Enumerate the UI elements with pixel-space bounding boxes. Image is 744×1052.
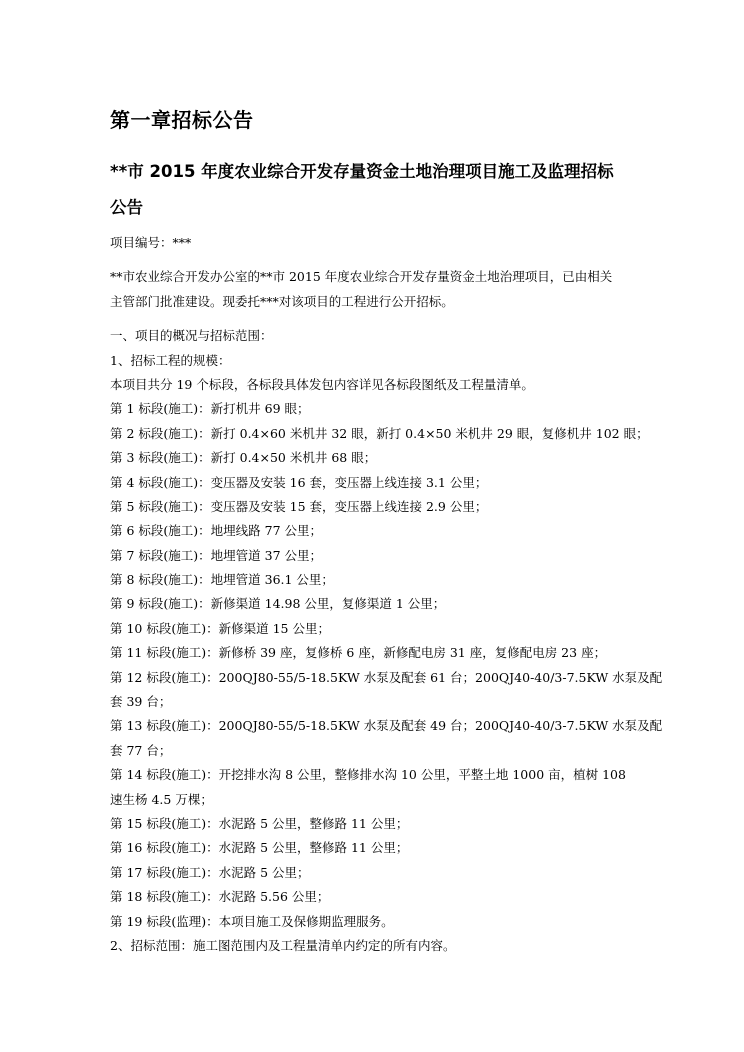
lot-line: 速生杨 4.5 万棵； bbox=[110, 791, 213, 807]
lots-summary: 本项目共分 19 个标段，各标段具体发包内容详见各标段图纸及工程量清单。 bbox=[110, 376, 534, 392]
document-title-line-2: 公告 bbox=[110, 198, 143, 217]
lot-line: 第 8 标段(施工)：地埋管道 36.1 公里； bbox=[110, 572, 334, 588]
lot-line: 第 18 标段(施工)：水泥路 5.56 公里； bbox=[110, 889, 330, 905]
lot-line: 第 19 标段(监理)：本项目施工及保修期监理服务。 bbox=[110, 913, 394, 929]
lot-line: 第 11 标段(施工)：新修桥 39 座，复修桥 6 座，新修配电房 31 座，复修配电房 23 座； bbox=[110, 645, 607, 661]
lot-line: 第 14 标段(施工)：开挖排水沟 8 公里，整修排水沟 10 公里，平整土地 1000 亩，植树 108 bbox=[110, 767, 626, 783]
lot-line: 第 16 标段(施工)：水泥路 5 公里，整修路 11 公里； bbox=[110, 840, 409, 856]
lot-line: 第 6 标段(施工)：地埋线路 77 公里； bbox=[110, 523, 323, 539]
document-body bbox=[110, 231, 663, 958]
lot-line: 第 5 标段(施工)：变压器及安装 15 套，变压器上线连接 2.9 公里； bbox=[110, 498, 488, 514]
document-title-line-1: **市 2015 年度农业综合开发存量资金土地治理项目施工及监理招标 bbox=[110, 162, 614, 181]
lot-line: 第 2 标段(施工)：新打 0.4×60 米机井 32 眼，新打 0.4×50 米机井 29 眼，复修机井 102 眼； bbox=[110, 425, 649, 441]
lot-line: 第 4 标段(施工)：变压器及安装 16 套，变压器上线连接 3.1 公里； bbox=[110, 474, 488, 490]
intro-line-1: **市农业综合开发办公室的**市 2015 年度农业综合开发存量资金土地治理项目，已由相关 bbox=[110, 269, 613, 285]
project-number: 项目编号：*** bbox=[110, 235, 192, 250]
chapter-title: 第一章招标公告 bbox=[110, 108, 254, 132]
lot-line: 套 39 台； bbox=[110, 694, 172, 710]
lot-line: 第 13 标段(施工)：200QJ80-55/5-18.5KW 水泵及配套 49 台；200QJ40-40/3-7.5KW 水泵及配 bbox=[110, 718, 663, 734]
lot-line: 第 9 标段(施工)：新修渠道 14.98 公里，复修渠道 1 公里； bbox=[110, 596, 446, 612]
intro-line-2: 主管部门批准建设。现委托***对该项目的工程进行公开招标。 bbox=[110, 293, 454, 309]
lot-line: 第 12 标段(施工)：200QJ80-55/5-18.5KW 水泵及配套 61 台；200QJ40-40/3-7.5KW 水泵及配 bbox=[110, 669, 663, 685]
lot-line: 第 10 标段(施工)：新修渠道 15 公里； bbox=[110, 620, 330, 636]
lot-line: 第 15 标段(施工)：水泥路 5 公里，整修路 11 公里； bbox=[110, 815, 409, 831]
lot-line: 第 17 标段(施工)：水泥路 5 公里； bbox=[110, 864, 310, 880]
lot-line: 第 3 标段(施工)：新打 0.4×50 米机井 68 眼； bbox=[110, 450, 377, 466]
lot-line: 第 7 标段(施工)：地埋管道 37 公里； bbox=[110, 547, 323, 563]
subsection-2: 2、招标范围：施工图范围内及工程量清单内约定的所有内容。 bbox=[110, 937, 456, 953]
lot-line: 套 77 台； bbox=[110, 742, 172, 758]
section-1-title: 一、项目的概况与招标范围： bbox=[110, 328, 273, 344]
document-title bbox=[110, 154, 640, 226]
subsection-1-title: 1、招标工程的规模： bbox=[110, 352, 231, 368]
lot-line: 第 1 标段(施工)：新打机井 69 眼； bbox=[110, 401, 310, 417]
